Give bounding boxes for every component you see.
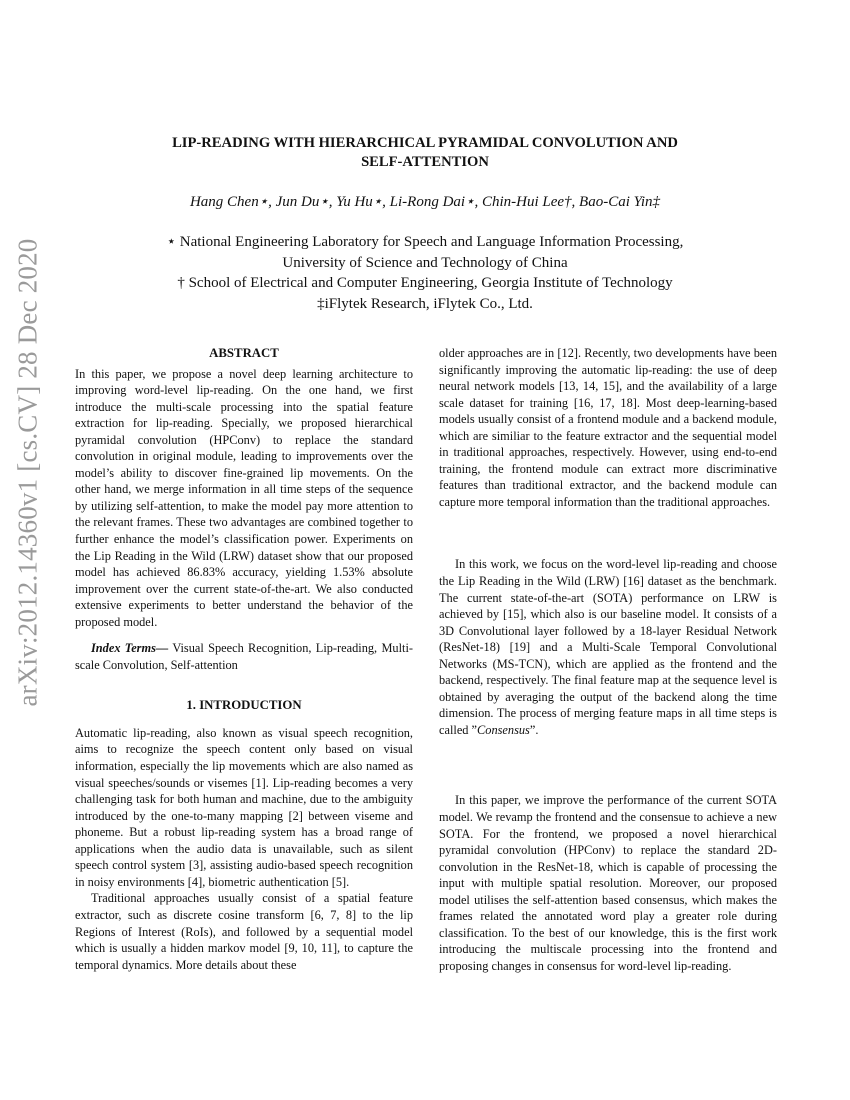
right-column xyxy=(439,345,777,975)
index-terms-label: Index Terms— xyxy=(91,641,169,656)
consensus-term: Consensus xyxy=(477,722,530,737)
affiliation-2: † School of Electrical and Computer Engineering, Georgia Institute of Technology xyxy=(177,275,673,291)
index-terms xyxy=(75,640,413,673)
intro-paragraph-3-text: In this work, we focus on the word-level lip-reading and choose the Lip Reading in the Wild (LRW) [16] dataset as the benchmark. The current state-of-the-art (SOTA) performance on LRW is achieved by [15], which also is our baseline model. It consists of a 3D Convolutional layer followed by a 18-layer Residual Network (ResNet-18) [19] and a Multi-Scale Temporal Convolutional Networks (MS-TCN), which are applied as the frontend and the backend, respectively. The final feature map at the sequence level is obtained by averaging the output of the backend along the time dimension. The process of merging feature maps in all time steps is called ” xyxy=(439,557,777,737)
arxiv-watermark xyxy=(4,237,52,707)
author-list: Hang Chen⋆, Jun Du⋆, Yu Hu⋆, Li-Rong Dai⋆, Chin-Hui Lee†, Bao-Cai Yin‡ xyxy=(189,194,661,210)
title-line-1: LIP-READING WITH HIERARCHICAL PYRAMIDAL CONVOLUTION AND xyxy=(172,135,678,151)
intro-paragraph-2-cont: older approaches are in [12]. Recently, two developments have been significantly improving the automatic lip-reading: the use of deep neural network models [13, 14, 15], and the availability of a large scale dataset for training [16, 17, 18]. Most deep-learning-based models usually consist of a frontend module and a backend module, which are similiar to the feature extractor and the sequential model in traditional approaches, respectively. However, using end-to-end training, the frontend module can extract more discriminative features than traditional extractor, and the backend module can capture more temporal information than the traditional approaches. xyxy=(439,346,777,509)
intro-paragraph-2: Traditional approaches usually consist of a spatial feature extractor, such as discrete cosine transform [6, 7, 8] to the lip Regions of Interest (RoIs), and followed by a sequential model which is usually a hidden markov model [9, 10, 11], to capture the temporal dynamics. More details about these xyxy=(75,891,413,972)
intro-paragraph-3-end: ”. xyxy=(529,722,539,737)
index-terms-text: Visual Speech Recognition, Lip-reading, Multi-scale Convolution, Self-attention xyxy=(75,641,413,672)
arxiv-id: arXiv:2012.14360v1 [cs.CV] 28 Dec 2020 xyxy=(12,237,43,707)
left-column xyxy=(75,345,413,973)
affiliation-1: ⋆ National Engineering Laboratory for Speech and Language Information Processing, xyxy=(166,234,684,250)
abstract-heading: ABSTRACT xyxy=(209,346,279,360)
title-line-2: SELF-ATTENTION xyxy=(361,154,489,170)
intro-heading: 1. INTRODUCTION xyxy=(186,698,302,713)
intro-paragraph-1: Automatic lip-reading, also known as visual speech recognition, aims to recognize the speech content only based on visual information, especially the lip movements which are also named as visual speeches/sounds or visemes [1]. Lip-reading becomes a very challenging task for both human and machine, due to the ambiguity introduced by the one-to-many mapping [2] between viseme and phoneme. But a robust lip-reading system has a broad range of applications when the audio data is unavailable, such as silent speech control system [3], assisting audio-based speech recognition in noisy environments [4], biometric authentication [5]. xyxy=(75,725,413,889)
intro-paragraph-4: In this paper, we improve the performance of the current SOTA model. We revamp the frontend and the consensue to achieve a new SOTA. For the frontend, we proposed a novel hierarchical pyramidal convolution (HPConv) to replace the standard 2D-convolution in the ResNet-18, which is capable of processing the input with multiple spatial resolution. Moreover, our proposed model utilises the self-attention based consensus, which makes the frames related the annotated word play a greater role during classification. To the best of our knowledge, this is the first work introducing the multiscale processing into the frontend and proposing changes in consensus for word-level lip-reading. xyxy=(439,793,777,973)
intro-paragraph-3 xyxy=(439,556,777,738)
affiliation-1-cont: University of Science and Technology of China xyxy=(282,254,568,271)
paper-title xyxy=(95,134,755,172)
affiliation-3: ‡iFlytek Research, iFlytek Co., Ltd. xyxy=(317,295,533,312)
affiliations xyxy=(95,232,755,314)
abstract-text: In this paper, we propose a novel deep learning architecture to improving word-level lip-reading. On the one hand, we first introduce the multi-scale processing into the spatial feature extraction for lip-reading. Specially, we proposed hierarchical pyramidal convolution (HPConv) to replace the standard convolution in original module, leading to improvements over the model’s ability to discover fine-grained lip movements. On the other hand, we merge information in all time steps of the sequence by utilizing self-attention, to make the model pay more attention to the relevant frames. These two advantages are combined together to further enhance the model’s classification power. Experiments on the Lip Reading in the Wild (LRW) dataset show that our proposed model has achieved 86.83% accuracy, yielding 1.53% absolute improvement over the current state-of-the-art. We also conducted extensive experiments to better understand the behavior of the proposed model. xyxy=(75,366,413,629)
